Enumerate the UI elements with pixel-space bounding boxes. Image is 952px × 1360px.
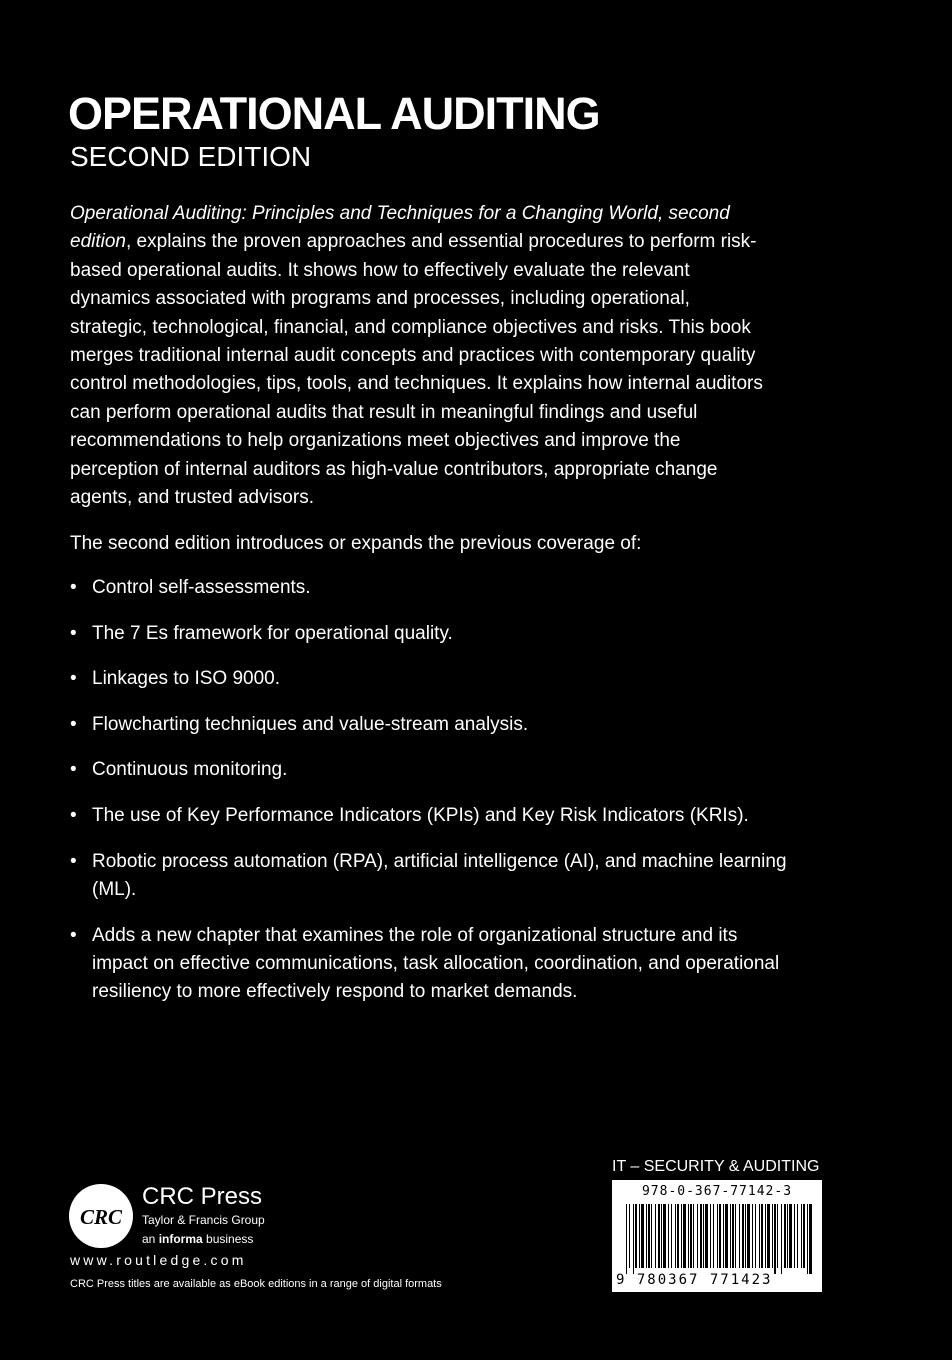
barcode-bar [641, 1204, 644, 1268]
coverage-item: • The 7 Es framework for operational quality. [70, 620, 790, 648]
barcode-bar [747, 1204, 750, 1268]
barcode-bar [755, 1204, 756, 1268]
barcode-bar [658, 1204, 660, 1268]
barcode-bar [668, 1204, 669, 1268]
coverage-item: • Flowcharting techniques and value-stream analysis. [70, 711, 790, 739]
barcode-bar [730, 1204, 731, 1268]
barcode-bar [807, 1204, 808, 1274]
barcode-bar [794, 1204, 795, 1268]
description-body: , explains the proven approaches and essential procedures to perform risk-based operational audits. It shows how to effectively evaluate the relevant dynamics associated with programs and processes, including operational, strategic, technological, financial, and compliance objectives and risks. This book merges traditional internal audit concepts and practices with contemporary quality control methodologies, tips, tools, and techniques. It explains how internal auditors can perform operational audits that result in meaningful findings and useful recommendations to help organizations meet objectives and improve the perception of internal auditors as high-value contributors, appropriate change agents, and trusted advisors. [70, 231, 763, 509]
coverage-item: • Continuous monitoring. [70, 756, 790, 784]
description-title-italic: Operational Auditing: Principles and Techniques for a Changing World, second edition [70, 203, 730, 253]
coverage-item: • Linkages to ISO 9000. [70, 665, 790, 693]
barcode-bar [633, 1204, 634, 1274]
publisher-informa-line: an informa business [142, 1232, 254, 1246]
barcode-bar [745, 1204, 746, 1268]
barcode-bar [809, 1204, 812, 1274]
isbn-barcode [612, 1180, 822, 1292]
barcode-bar [765, 1204, 766, 1268]
barcode-bar [742, 1204, 744, 1268]
barcode-bar [801, 1204, 802, 1268]
barcode-bar [697, 1204, 698, 1268]
coverage-item: • Control self-assessments. [70, 574, 790, 602]
barcode-bar [671, 1204, 672, 1268]
barcode-bar [732, 1204, 734, 1268]
barcode-bar [646, 1204, 647, 1268]
barcode-bar [681, 1204, 682, 1268]
barcode-bar [719, 1204, 721, 1268]
barcode-bar [725, 1204, 728, 1268]
crc-logo-text: CRC [79, 1205, 123, 1229]
barcode-bar [683, 1204, 686, 1268]
barcode-bar [675, 1204, 676, 1268]
barcode-bar [629, 1204, 630, 1268]
barcode-bar [663, 1204, 666, 1268]
barcode-bar [688, 1204, 689, 1268]
barcode-bar [710, 1204, 711, 1268]
barcode-bar [787, 1204, 788, 1268]
barcode-bar [661, 1204, 662, 1268]
barcode-bar [781, 1204, 782, 1274]
barcode-bar [739, 1204, 740, 1268]
barcode-bar [655, 1204, 656, 1268]
coverage-intro: The second edition introduces or expands the previous coverage of: [70, 533, 642, 554]
barcode-bar [761, 1204, 763, 1268]
barcode-bar [735, 1204, 736, 1268]
barcode-bar [752, 1204, 753, 1268]
barcode-bar [639, 1204, 640, 1268]
barcode-bar [784, 1204, 786, 1268]
barcode-bar [723, 1204, 724, 1268]
barcode-bar [648, 1204, 650, 1268]
ebook-note: CRC Press titles are available as eBook editions in a range of digital formats [70, 1278, 442, 1290]
barcode-bar [626, 1204, 627, 1274]
barcode-bar [767, 1204, 770, 1268]
barcode-bar [703, 1204, 704, 1268]
barcode-bar [789, 1204, 792, 1268]
barcode-bar [705, 1204, 708, 1268]
coverage-item: • The use of Key Performance Indicators (KPIs) and Key Risk Indicators (KRIs). [70, 802, 790, 830]
barcode-bar [759, 1204, 760, 1268]
coverage-item: • Adds a new chapter that examines the role of organizational structure and its impact on effective communications, task allocation, coordination, and operational resiliency to more effectively respond to market demands. [70, 922, 790, 1007]
barcode-bar [777, 1204, 778, 1268]
subject-category: IT – SECURITY & AUDITING [612, 1158, 820, 1175]
book-title: OPERATIONAL AUDITING [68, 88, 600, 139]
barcode-bar [772, 1204, 773, 1268]
crc-logo-icon [68, 1183, 134, 1249]
barcode-bar [677, 1204, 679, 1268]
coverage-list [70, 574, 790, 1024]
book-edition: SECOND EDITION [70, 141, 312, 172]
publisher-name: CRC Press [142, 1183, 263, 1210]
barcode-bar [717, 1204, 718, 1268]
barcode-bar [797, 1204, 798, 1268]
barcode-bar [651, 1204, 652, 1268]
barcode-bar [713, 1204, 714, 1268]
publisher-group: Taylor & Francis Group [142, 1213, 265, 1227]
coverage-item: • Robotic process automation (RPA), artificial intelligence (AI), and machine learning (ML). [70, 848, 790, 905]
barcode-bar [774, 1204, 776, 1274]
barcode-bar [693, 1204, 694, 1268]
barcode-digits: 9 780367 771423 [616, 1272, 773, 1288]
publisher-website: www.routledge.com [70, 1252, 247, 1268]
barcode-bar [700, 1204, 702, 1268]
barcode-bar [803, 1204, 805, 1268]
isbn-number: 978-0-367-77142-3 [641, 1184, 793, 1199]
barcode-bar [635, 1204, 637, 1268]
book-description [70, 200, 770, 512]
barcode-bar [690, 1204, 692, 1268]
